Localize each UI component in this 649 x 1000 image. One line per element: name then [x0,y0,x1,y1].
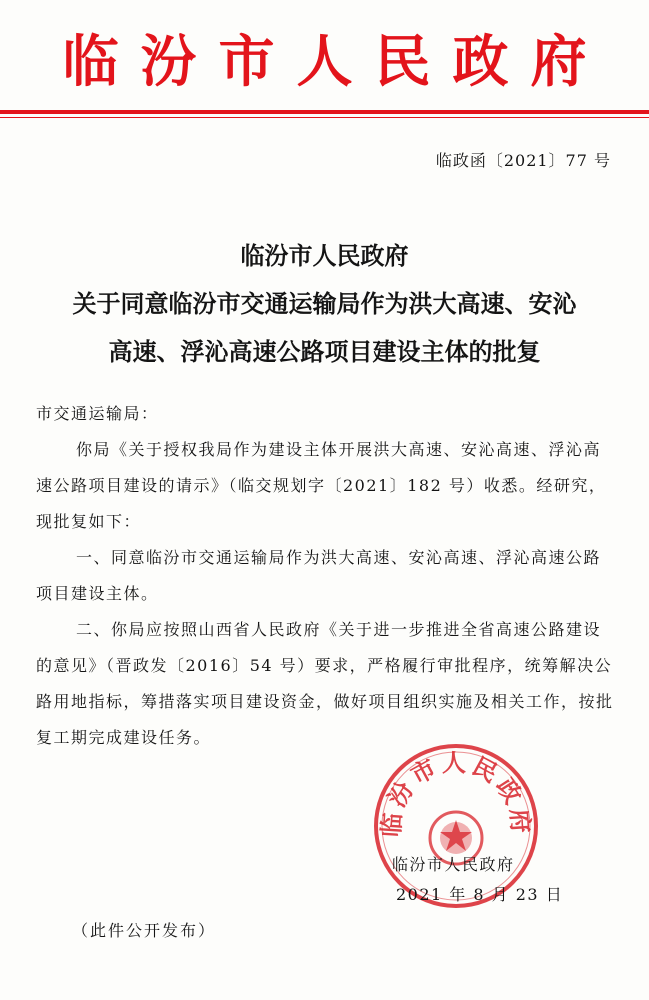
masthead-rule-thin [0,117,649,118]
signing-organization: 临汾市人民政府 [392,855,515,874]
release-note: （此件公开发布） [72,921,217,940]
salutation: 市交通运输局： [36,404,159,423]
paragraph-approval-2: 二、你局应按照山西省人民政府《关于进一步推进全省高速公路建设的意见》（晋政发〔2016〕54 号）要求，严格履行审批程序，统筹解决公路用地指标，筹措落实项目建设资金，做好项目组织实施及相关工作，按批复工期完成建设任务。 [36,620,614,747]
title-line-1: 临汾市人民政府 [240,242,409,270]
title-line-3: 高速、浮沁高速公路项目建设主体的批复 [108,338,541,366]
document-number: 临政函〔2021〕77 号 [435,151,611,170]
seal-text: 临汾市人民政府 [376,748,536,838]
paragraph-request: 你局《关于授权我局作为建设主体开展洪大高速、安沁高速、浮沁高速公路项目建设的请示》（临交规划字〔2021〕182 号）收悉。经研究，现批复如下： [36,440,607,531]
masthead-rule-thick [0,110,649,114]
title-line-2: 关于同意临汾市交通运输局作为洪大高速、安沁 [72,290,577,318]
paragraph-approval-1: 一、同意临汾市交通运输局作为洪大高速、安沁高速、浮沁高速公路项目建设主体。 [36,548,602,603]
masthead-title: 临汾市人民政府 [62,29,609,95]
signing-date: 2021 年 8 月 23 日 [396,885,564,904]
